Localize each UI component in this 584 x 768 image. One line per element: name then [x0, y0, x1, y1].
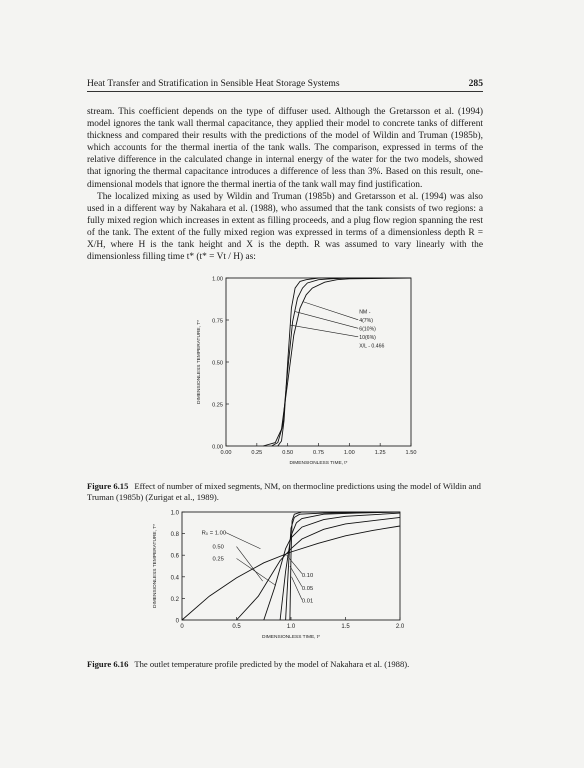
paragraph-1: stream. This coefficient depends on the type of diffuser used. Although the Gretarsson et al. (1994) model ignores the tank wall thermal capacitance, they applied their model to concrete tanks of different thickness and compared their results with the predictions of the model of Wildin and Truman (1985b), which accounts for the thermal inertia of the tank walls. The comparison, expressed in terms of the relative difference in the calculated change in internal energy of the water for the two models, showed that ignoring the thermal capacitance introduces a difference of less than 3%. Based on this result, one-dimensional models that ignore the thermal inertia of the tank wall may find justification.: [87, 107, 483, 190]
legend-entry: X/L - 0.466: [359, 343, 385, 350]
y-tick-label: 0.50: [212, 360, 223, 367]
y-tick-label: 0.75: [212, 318, 223, 325]
figure-6-15-caption: [87, 481, 483, 503]
figure-6-15-chart: [190, 268, 420, 478]
curve-label-leader: [226, 533, 261, 549]
curve-label: R₀ = 1.00: [201, 530, 227, 537]
curve-label-leader: [290, 566, 302, 587]
legend-leader: [290, 325, 358, 337]
series-line: [278, 278, 411, 446]
legend-entry: 4(7%): [359, 317, 374, 324]
y-axis-label: DIMENSIONLESS TEMPERATURE, T*: [153, 524, 158, 608]
y-tick-label: 0.00: [212, 444, 223, 451]
legend-entry: 6(10%): [359, 326, 376, 333]
paragraph-2: The localized mixing as used by Wildin and Truman (1985b) and Gretarsson et al. (1994) was also used in a different way by Nakahara et al. (1988), who assumed that the tank consists of two regions: a fully mixed region which increases in extent as filling proceeds, and a plug flow region spanning the rest of the tank. The extent of the fully mixed region was expressed in terms of a dimensionless depth R = X/H, where H is the tank height and X is the depth. R was assumed to vary linearly with the dimensionless filling time t* (t* = Vt / H) as:: [87, 191, 483, 263]
x-tick-label: 1.50: [405, 450, 417, 456]
y-tick-label: 0.2: [170, 596, 179, 603]
x-tick-label: 0.75: [313, 450, 324, 456]
x-tick-label: 1.25: [374, 450, 386, 456]
x-tick-label: 0: [180, 624, 184, 630]
caption-text: The outlet temperature profile predicted by the model of Nakahara et al. (1988).: [134, 659, 410, 669]
x-tick-label: 0.50: [282, 450, 294, 456]
x-tick-label: 1.0: [286, 624, 296, 630]
legend-entry: 10(6%): [359, 334, 376, 341]
curve-label: 0.25: [212, 556, 224, 563]
caption-label: Figure 6.16: [87, 659, 129, 669]
y-tick-label: 0.4: [170, 575, 179, 582]
y-tick-label: 0.25: [212, 402, 223, 409]
running-title: Heat Transfer and Stratification in Sensible Heat Storage Systems: [87, 78, 340, 89]
curve-label: 0.01: [301, 598, 314, 605]
curve-label: 0.10: [301, 572, 314, 579]
curve-label: 0.50: [212, 544, 224, 551]
x-axis-label: DIMENSIONLESS TIME, t*: [261, 635, 321, 640]
y-tick-label: 0: [175, 618, 179, 625]
y-tick-label: 1.00: [212, 276, 223, 283]
curve-label: 0.05: [301, 585, 314, 592]
legend-leader: [302, 302, 358, 320]
x-tick-label: 0.00: [220, 450, 232, 456]
x-tick-label: 0.25: [251, 450, 263, 456]
figure-6-16: [146, 506, 411, 646]
x-axis-label: DIMENSIONLESS TIME, t*: [289, 461, 348, 466]
series-line: [280, 512, 400, 620]
figure-6-15: [190, 268, 420, 478]
x-tick-label: 1.5: [341, 624, 350, 630]
figure-6-16-chart: [146, 506, 411, 646]
body-text: [87, 106, 483, 263]
y-tick-label: 1.0: [170, 510, 179, 517]
series-line: [237, 517, 401, 620]
curve-label-leader: [292, 577, 302, 600]
page-number: 285: [468, 78, 483, 89]
curve-label-leader: [237, 558, 276, 585]
legend-leader: [295, 312, 358, 329]
y-axis-label: DIMENSIONLESS TEMPERATURE, T*: [197, 320, 202, 404]
y-tick-label: 0.6: [170, 553, 179, 560]
running-header: [87, 78, 483, 92]
plot-frame: [226, 278, 411, 446]
figure-6-16-caption: [87, 659, 483, 670]
caption-label: Figure 6.15: [87, 481, 129, 491]
caption-text: Effect of number of mixed segments, NM, on thermocline predictions using the model of Wildin and Truman (1985b) (Zurigat et al., 1989).: [87, 481, 481, 502]
y-tick-label: 0.8: [170, 532, 179, 539]
series-line: [263, 278, 411, 446]
x-tick-label: 2.0: [395, 624, 405, 630]
legend-entry: NM -: [359, 309, 371, 316]
x-tick-label: 1.00: [343, 450, 355, 456]
x-tick-label: 0.5: [232, 624, 241, 630]
